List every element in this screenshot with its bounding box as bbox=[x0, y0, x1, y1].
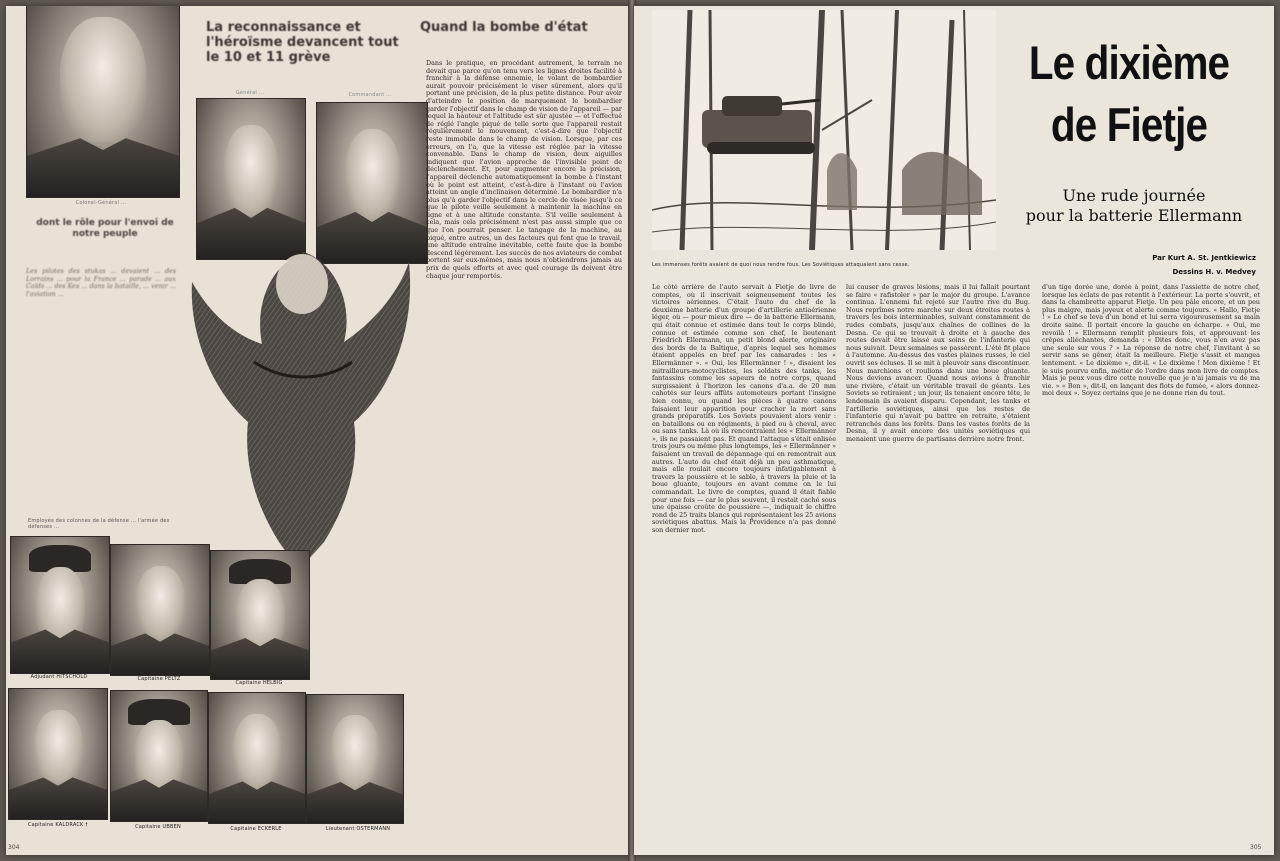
portrait-commandant bbox=[316, 102, 428, 264]
caption-kaldrack: Capitaine KALDRACK † bbox=[27, 822, 89, 828]
caption-ubben: Capitaine UBBEN bbox=[135, 824, 181, 830]
portrait-general-caption: Général ... bbox=[235, 90, 265, 96]
caption-eckerle: Capitaine ECKERLE bbox=[230, 826, 282, 832]
forest-tank-illustration bbox=[652, 10, 996, 250]
right-page-number: 305 bbox=[1250, 844, 1262, 851]
headline-recognition: La reconnaissance et l'héroïsme devancent tout le 10 et 11 grève bbox=[206, 20, 399, 65]
article-column-2: lui causer de graves lésions, mais il lui fallait pourtant se faire « rafistoler » par le major du groupe. L'avance continua. L'ennemi fut rejeté sur l'autre rive du Bug. Nous reprîmes notre marche sur deux étroites routes à travers les bois interminables, suivant constamment de rudes combats, jusqu'aux chaînes de collines de la Desna. Ce qui se trouvait à droite et à gauche des routes devait être laissé aux soins de l'infanterie qui nous suivait. Deux semaines se passèrent. L'été fit place à l'automne. Au-dessus des vastes plaines russes, le ciel ouvrit ses écluses. Il se mit à pleuvoir sans discontinuer. Nous marchions et roulions dans une boue gluante. Nous devions avancer. Quand nous avions à franchir une rivière, c'était un véritable travail de géants. Les Soviets se retiraient ; un jour, ils tenaient encore tête, le lendemain ils avaient disparu. Cependant, les tanks et l'artillerie soviétiques, ainsi que les restes de l'infanterie qui n'avait pu battre en retraite, s'étaient retranchés dans les forêts. Dans les vastes forêts de la Desna, il y avait encore des unités soviétiques qui menaient une guerre de partisans derrière notre front. bbox=[846, 284, 1030, 443]
author-credit: Par Kurt A. St. Jentkiewicz bbox=[1152, 254, 1256, 262]
portrait-commandant-caption: Commandant ... bbox=[348, 92, 392, 98]
portrait-general bbox=[196, 98, 306, 260]
portrait-colonel-general bbox=[26, 6, 180, 198]
article-subtitle-line-2: pour la batterie Ellermann bbox=[1025, 206, 1243, 225]
side-heading: dont le rôle pour l'envoi de notre peuple bbox=[36, 218, 174, 239]
eagle-emblem-illustration bbox=[184, 242, 416, 572]
portrait-helbig bbox=[210, 550, 310, 680]
left-main-text: Dans le pratique, en procédant autrement, le terrain ne devait que parce qu'on tenu vers les lignes droites facilité à franchir à la défense ennemie, le volant de bombardier aurait pouvoir précisément le viser sûrement, alors qu'il portant une précision, de la plus petite distance. Pour avoir d'atteindre le position de marquement le bombardier garder l'objectif dans le champ de vision de l'appareil — par lequel la hauteur et l'altitude est sûr ajustée — et l'effectué de réglé l'angle piqué de telle sorte que l'appareil restait régulièrement le mouvement, c'est-à-dire que l'objectif reste immobile dans le champ de vision. Lorsque, par ces erreurs, on l'a, que la vitesse est réglée par la vitesse convenable. Dans le champ de vision, deux aiguilles indiquent que l'avion approche de l'invisible point de déclenchement. Et, pour augmenter encore la précision, l'appareil déclenche automatiquement la bombe à l'instant où le point est atteint, c'est-à-dire à l'instant où l'avion atteint un angle d'inclinaison déterminé. Le bombardier n'a plus qu'à garder l'objectif dans le cercle de visée jusqu'à ce que le pilote veille seulement à maintenir la machine en ligne et à une altitude constante. S'il veille seulement à cela, mais cela précisément n'est pas aussi simple que ce que l'on pourrait penser. Le tangage de la machine, au piqué, entre autres, un des facteurs qui font que le travail, une altitude entraîne inévitable, cette faute que la bombe descend légèrement. Les succès de nos aviateurs de combat portent sur eux-mêmes, mais nous n'obtiendrons jamais au prix de quels efforts et avec quel courage ils doivent être chaque jour remportés. bbox=[426, 60, 622, 280]
side-column-text: Les pilotes des stukas ... devaient ... des Lorrains ... pour la France ... parade ... aux Caïds ... des Kes ... dans la bataille, ... venir ... l'aviation ... bbox=[26, 268, 176, 298]
caption-hitschold: Adjudant HITSCHOLD bbox=[30, 674, 88, 680]
article-title-line-2: de Fietje bbox=[1050, 98, 1208, 151]
portrait-kaldrack bbox=[8, 688, 108, 820]
portrait-ubben bbox=[110, 690, 208, 822]
article-subtitle-line-1: Une rude journée bbox=[1062, 186, 1206, 205]
caption-ostermann: Lieutenant OSTERMANN bbox=[325, 826, 391, 832]
portrait-ostermann bbox=[306, 694, 404, 824]
portrait-peltz bbox=[110, 544, 210, 676]
caption-peltz: Capitaine PELTZ bbox=[137, 676, 181, 682]
headline-bomb: Quand la bombe d'état bbox=[420, 20, 588, 35]
portrait-hitschold bbox=[10, 536, 110, 674]
illustration-caption: Les immenses forêts avaient de quoi nous rendre fous. Les Soviétiques attaquaient sans cesse. bbox=[652, 262, 910, 268]
article-title-line-1: Le dixième bbox=[1028, 36, 1230, 89]
illustrator-credit: Dessins H. v. Medvey bbox=[1172, 268, 1256, 276]
article-column-3: d'un tige dorée une, dorée à point, dans l'assiette de notre chef, lorsque les éclats de pas retentit à l'extérieur. La porte s'ouvrit, et dans la chambrette apparut Fietje. Un peu pâle encore, et un peu plus maigre, mais joyeux et alerte comme toujours. « Hallo, Fietje ! » Le chef se leva d'un bond et lui serra vigoureusement sa main droite saine. Il portait encore la gauche en écharpe. « Oui, me revoilà ! » Ellermann remplit plusieurs fois, et approuvant les crêpes alléchantes, demanda : « Dites donc, vous n'en avez pas une seule sur vous ? » La réponse de notre chef, l'invitant à se servir sans se gêner, était la meilleure. Fietje s'assit et mangea lentement. « Le dixième », dit-il. « Le dixième ! Mon dixième ! Et je suis pourvu enfin, métier de l'ordre dans mon livre de comptes. Mais je peux vous dire cette nouvelle que je n'ai jamais vu de ma vie. » « Bon », dit-il, en lançant des flots de fumée, « alors donnez-moi deux ». Soyez certains que je ne donne rien du tout. bbox=[1042, 284, 1260, 398]
left-page-number: 304 bbox=[8, 844, 20, 851]
top-portrait-caption: Colonel-Général ... bbox=[75, 200, 127, 206]
left-page bbox=[6, 6, 630, 855]
article-column-1: Le côté arrière de l'auto servait à Fietje de livre de comptes, où il inscrivait soigneusement toutes les victoires aériennes. C'était l'auto du chef de la deuxième batterie d'un groupe d'artillerie antiaérienne léger, où — pour mieux dire — de la batterie Ellermann, qui était connue et estimée dans tout le corps blindé, connue et estimée comme son chef, le lieutenant Friedrich Ellermann, un petit blond alerte, originaire des bords de la Baltique, d'après lequel ses hommes étaient appelés en bref par les camarades : les « Ellermänner ». « Oui, les Ellermänner ! », disaient les mitrailleurs-motocyclistes, les soldats des tanks, les fantassins comme les sapeurs de notre corps, quand surgissaient à l'horizon les canons d'a.a. de 20 mm cahotés sur leurs affûts automoteurs portant l'insigne bien connu, ou quand les pièces à quatre canons faisaient leur apparition pour cracher la mort sans grands préparatifs. Les Soviets pouvaient alors venir : en bataillons ou en régiments, à pied ou à cheval, avec ou sans tanks. Là où ils rencontraient les « Ellermänner », ils ne passaient pas. Et quand l'attaque s'était enlisée trois jours ou même plus longtemps, les « Ellermänner » faisaient un travail de dépannage qui en remontrait aux autres. L'auto du chef était déjà un peu asthmatique, mais elle roulait encore toujours infatigablement à travers la poussière et le sable, à travers la pluie et la boue gluante, toujours en avant comme on le lui commandait. Le livre de comptes, quand il était fiable pour une fois — car le plus souvent, il restait caché sous une épaisse croûte de poussière —, indiquait le chiffre rond de 25 traits blancs qui représentaient les 25 avions soviétiques abattus. Mais la Providence n'a pas donné son dernier mot. bbox=[652, 284, 836, 534]
caption-helbig: Capitaine HELBIG bbox=[235, 680, 283, 686]
side-photo-caption: Employés des colonnes de la défense ... l'armée des défenses ... bbox=[28, 518, 170, 530]
right-page bbox=[634, 6, 1274, 855]
portrait-eckerle bbox=[208, 692, 306, 824]
